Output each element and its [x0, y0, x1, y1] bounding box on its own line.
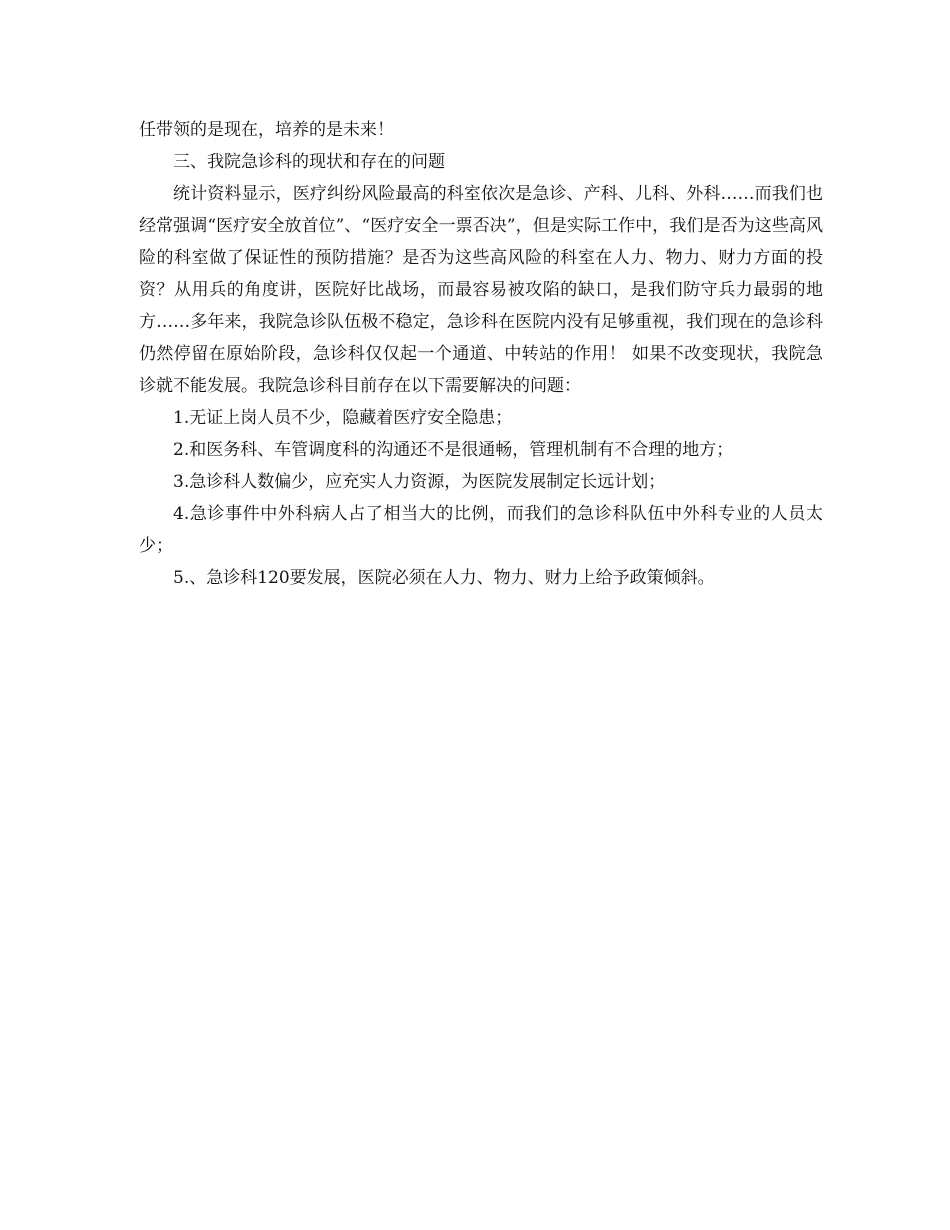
list-item-2: 2.和医务科、车管调度科的沟通还不是很通畅，管理机制有不合理的地方；: [173, 440, 734, 460]
document-body: [139, 114, 823, 594]
paragraph-statistics: 统计资料显示，医疗纠纷风险最高的科室依次是急诊、产科、儿科、外科……而我们也经常强调“医疗安全放首位”、“医疗安全一票否决”，但是实际工作中，我们是否为这些高风险的科室做了保证性的预防措施？是否为这些高风险的科室在人力、物力、财力方面的投资？从用兵的角度讲，医院好比战场，而最容易被攻陷的缺口，是我们防守兵力最弱的地方……多年来，我院急诊队伍极不稳定，急诊科在医院内没有足够重视，我们现在的急诊科仍然停留在原始阶段，急诊科仅仅起一个通道、中转站的作用！ 如果不改变现状，我院急诊就不能发展。我院急诊科目前存在以下需要解决的问题：: [139, 184, 823, 396]
list-item-1: 1.无证上岗人员不少，隐藏着医疗安全隐患；: [173, 408, 513, 428]
list-item-5: 5.、急诊科120要发展，医院必须在人力、物力、财力上给予政策倾斜。: [173, 568, 715, 588]
list-item-3: 3.急诊科人数偏少，应充实人力资源，为医院发展制定长远计划；: [173, 472, 666, 492]
paragraph-continuation: 任带领的是现在，培养的是未来！: [139, 120, 394, 140]
list-item-4: 4.急诊事件中外科病人占了相当大的比例，而我们的急诊科队伍中外科专业的人员太少；: [139, 504, 823, 556]
section-heading: 三、我院急诊科的现状和存在的问题: [173, 152, 445, 172]
